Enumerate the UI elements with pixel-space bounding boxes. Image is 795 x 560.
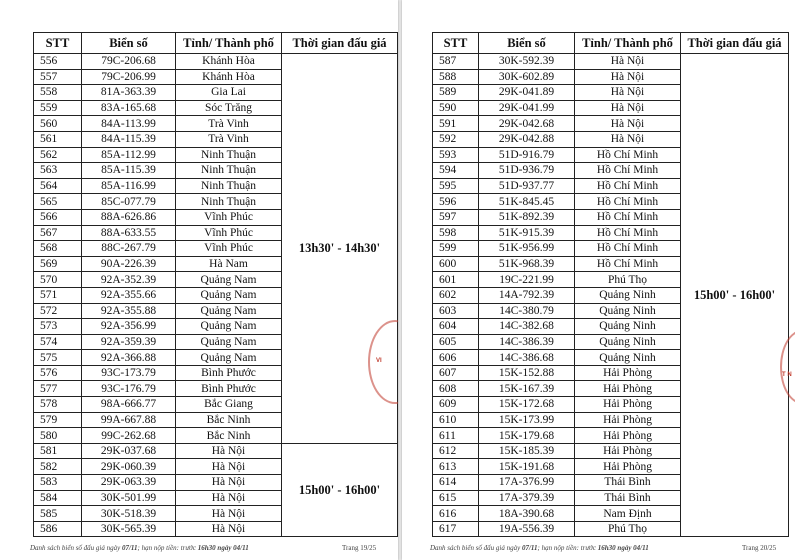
- cell-plate: 15K-179.68: [479, 428, 575, 444]
- cell-plate: 29K-042.68: [479, 116, 575, 132]
- cell-province: Hải Phòng: [575, 412, 681, 428]
- cell-plate: 79C-206.68: [82, 54, 176, 70]
- page-number: Trang 19/25: [342, 544, 377, 552]
- plate-table-right: [432, 32, 789, 537]
- cell-stt: 595: [433, 178, 479, 194]
- cell-stt: 592: [433, 131, 479, 147]
- cell-province: Bắc Giang: [176, 397, 282, 413]
- cell-plate: 15K-191.68: [479, 459, 575, 475]
- cell-stt: 577: [34, 381, 82, 397]
- cell-province: Phú Thọ: [575, 521, 681, 537]
- cell-plate: 85A-112.99: [82, 147, 176, 163]
- cell-province: Bắc Ninh: [176, 412, 282, 428]
- table-header-row: [34, 33, 398, 54]
- cell-stt: 610: [433, 412, 479, 428]
- cell-plate: 29K-041.89: [479, 85, 575, 101]
- cell-stt: 583: [34, 475, 82, 491]
- cell-plate: 88A-633.55: [82, 225, 176, 241]
- cell-plate: 51K-892.39: [479, 209, 575, 225]
- cell-stt: 599: [433, 241, 479, 257]
- cell-stt: 609: [433, 397, 479, 413]
- cell-stt: 598: [433, 225, 479, 241]
- cell-plate: 30K-592.39: [479, 54, 575, 70]
- cell-stt: 564: [34, 178, 82, 194]
- footer-prefix: Danh sách biển số đấu giá ngày: [430, 544, 521, 552]
- cell-province: Hồ Chí Minh: [575, 241, 681, 257]
- cell-plate: 93C-173.79: [82, 365, 176, 381]
- cell-stt: 603: [433, 303, 479, 319]
- cell-province: Hồ Chí Minh: [575, 194, 681, 210]
- cell-province: Vĩnh Phúc: [176, 209, 282, 225]
- cell-stt: 576: [34, 365, 82, 381]
- table-row: [433, 54, 789, 70]
- footer-date: 07/11: [121, 544, 138, 552]
- cell-plate: 15K-173.99: [479, 412, 575, 428]
- header-time: Thời gian đấu giá: [282, 33, 398, 54]
- cell-plate: 18A-390.68: [479, 506, 575, 522]
- cell-stt: 584: [34, 490, 82, 506]
- cell-province: Quảng Nam: [176, 350, 282, 366]
- cell-stt: 601: [433, 272, 479, 288]
- cell-province: Hà Nội: [575, 85, 681, 101]
- cell-plate: 92A-355.88: [82, 303, 176, 319]
- cell-province: Bắc Ninh: [176, 428, 282, 444]
- cell-plate: 84A-115.39: [82, 131, 176, 147]
- cell-plate: 88A-626.86: [82, 209, 176, 225]
- cell-plate: 51D-936.79: [479, 163, 575, 179]
- cell-province: Hà Nội: [575, 69, 681, 85]
- cell-stt: 565: [34, 194, 82, 210]
- footer-mid: ; hạn nộp tiền: trước: [137, 544, 197, 552]
- cell-province: Trà Vinh: [176, 116, 282, 132]
- cell-plate: 29K-042.88: [479, 131, 575, 147]
- cell-province: Quảng Ninh: [575, 303, 681, 319]
- cell-stt: 582: [34, 459, 82, 475]
- header-province: Tỉnh/ Thành phố: [176, 33, 282, 54]
- cell-province: Hải Phòng: [575, 365, 681, 381]
- cell-stt: 605: [433, 334, 479, 350]
- cell-plate: 51D-937.77: [479, 178, 575, 194]
- cell-stt: 561: [34, 131, 82, 147]
- header-stt: STT: [34, 33, 82, 54]
- cell-province: Phú Thọ: [575, 272, 681, 288]
- cell-province: Hải Phòng: [575, 459, 681, 475]
- cell-province: Quảng Ninh: [575, 319, 681, 335]
- table-header-row: [433, 33, 789, 54]
- cell-province: Hồ Chí Minh: [575, 225, 681, 241]
- cell-stt: 604: [433, 319, 479, 335]
- cell-province: Vĩnh Phúc: [176, 225, 282, 241]
- cell-plate: 15K-172.68: [479, 397, 575, 413]
- cell-province: Ninh Thuận: [176, 163, 282, 179]
- cell-province: Nam Định: [575, 506, 681, 522]
- cell-province: Gia Lai: [176, 85, 282, 101]
- footer-deadline: 16h30 ngày 04/11: [597, 544, 649, 552]
- cell-province: Hà Nội: [176, 490, 282, 506]
- cell-province: Thái Bình: [575, 490, 681, 506]
- cell-province: Ninh Thuận: [176, 194, 282, 210]
- cell-plate: 92A-352.39: [82, 272, 176, 288]
- cell-stt: 558: [34, 85, 82, 101]
- cell-stt: 573: [34, 319, 82, 335]
- plate-table-left: [33, 32, 398, 537]
- cell-plate: 51K-956.99: [479, 241, 575, 257]
- cell-plate: 85A-116.99: [82, 178, 176, 194]
- cell-province: Bình Phước: [176, 365, 282, 381]
- cell-province: Hồ Chí Minh: [575, 163, 681, 179]
- cell-stt: 569: [34, 256, 82, 272]
- cell-stt: 556: [34, 54, 82, 70]
- cell-province: Hà Nội: [575, 116, 681, 132]
- cell-plate: 92A-359.39: [82, 334, 176, 350]
- page-number: Trang 20/25: [742, 544, 777, 552]
- cell-province: Hà Nội: [176, 506, 282, 522]
- cell-plate: 90A-226.39: [82, 256, 176, 272]
- cell-stt: 580: [34, 428, 82, 444]
- cell-plate: 51D-916.79: [479, 147, 575, 163]
- cell-stt: 568: [34, 241, 82, 257]
- cell-plate: 15K-152.88: [479, 365, 575, 381]
- cell-stt: 574: [34, 334, 82, 350]
- cell-stt: 570: [34, 272, 82, 288]
- cell-province: Hà Nội: [575, 131, 681, 147]
- cell-province: Quảng Nam: [176, 272, 282, 288]
- cell-plate: 81A-363.39: [82, 85, 176, 101]
- cell-stt: 560: [34, 116, 82, 132]
- cell-province: Hồ Chí Minh: [575, 147, 681, 163]
- seal-text: T N: [782, 372, 792, 378]
- cell-province: Vĩnh Phúc: [176, 241, 282, 257]
- cell-plate: 99C-262.68: [82, 428, 176, 444]
- cell-plate: 88C-267.79: [82, 241, 176, 257]
- cell-province: Hải Phòng: [575, 397, 681, 413]
- cell-stt: 589: [433, 85, 479, 101]
- cell-plate: 92A-356.99: [82, 319, 176, 335]
- footer-date: 07/11: [521, 544, 538, 552]
- table-row: [34, 443, 398, 459]
- cell-stt: 608: [433, 381, 479, 397]
- cell-plate: 17A-379.39: [479, 490, 575, 506]
- cell-province: Trà Vinh: [176, 131, 282, 147]
- cell-plate: 92A-355.66: [82, 287, 176, 303]
- cell-province: Thái Bình: [575, 475, 681, 491]
- cell-time-slot: 15h00' - 16h00': [282, 443, 398, 537]
- cell-stt: 587: [433, 54, 479, 70]
- footer-note: [430, 544, 649, 552]
- cell-plate: 19A-556.39: [479, 521, 575, 537]
- cell-plate: 15K-167.39: [479, 381, 575, 397]
- cell-plate: 14C-386.39: [479, 334, 575, 350]
- cell-stt: 579: [34, 412, 82, 428]
- cell-plate: 29K-041.99: [479, 100, 575, 116]
- cell-stt: 602: [433, 287, 479, 303]
- cell-province: Hà Nội: [176, 475, 282, 491]
- cell-stt: 606: [433, 350, 479, 366]
- cell-stt: 567: [34, 225, 82, 241]
- cell-stt: 572: [34, 303, 82, 319]
- cell-time-slot: 15h00' - 16h00': [681, 54, 789, 537]
- cell-stt: 562: [34, 147, 82, 163]
- header-stt: STT: [433, 33, 479, 54]
- page-20: [402, 0, 795, 560]
- cell-stt: 616: [433, 506, 479, 522]
- cell-province: Khánh Hòa: [176, 54, 282, 70]
- footer-note: [30, 544, 249, 552]
- cell-province: Hà Nội: [176, 521, 282, 537]
- cell-province: Khánh Hòa: [176, 69, 282, 85]
- cell-stt: 590: [433, 100, 479, 116]
- cell-plate: 30K-518.39: [82, 506, 176, 522]
- cell-stt: 575: [34, 350, 82, 366]
- table-row: [34, 54, 398, 70]
- cell-stt: 612: [433, 443, 479, 459]
- cell-stt: 597: [433, 209, 479, 225]
- cell-plate: 19C-221.99: [479, 272, 575, 288]
- cell-stt: 559: [34, 100, 82, 116]
- cell-province: Hà Nam: [176, 256, 282, 272]
- cell-stt: 563: [34, 163, 82, 179]
- cell-plate: 51K-968.39: [479, 256, 575, 272]
- cell-province: Ninh Thuận: [176, 147, 282, 163]
- footer-mid: ; hạn nộp tiền: trước: [537, 544, 597, 552]
- cell-stt: 607: [433, 365, 479, 381]
- cell-stt: 614: [433, 475, 479, 491]
- cell-province: Hồ Chí Minh: [575, 209, 681, 225]
- cell-province: Sóc Trăng: [176, 100, 282, 116]
- cell-province: Hải Phòng: [575, 443, 681, 459]
- cell-stt: 615: [433, 490, 479, 506]
- cell-province: Hải Phòng: [575, 428, 681, 444]
- cell-plate: 51K-845.45: [479, 194, 575, 210]
- cell-plate: 84A-113.99: [82, 116, 176, 132]
- header-plate: Biển số: [479, 33, 575, 54]
- cell-plate: 29K-063.39: [82, 475, 176, 491]
- cell-plate: 29K-060.39: [82, 459, 176, 475]
- cell-stt: 578: [34, 397, 82, 413]
- seal-text: VI: [376, 358, 382, 364]
- cell-stt: 581: [34, 443, 82, 459]
- cell-province: Quảng Nam: [176, 319, 282, 335]
- cell-plate: 14C-380.79: [479, 303, 575, 319]
- cell-plate: 30K-565.39: [82, 521, 176, 537]
- cell-province: Hà Nội: [176, 443, 282, 459]
- cell-province: Ninh Thuận: [176, 178, 282, 194]
- cell-stt: 585: [34, 506, 82, 522]
- cell-stt: 571: [34, 287, 82, 303]
- cell-stt: 594: [433, 163, 479, 179]
- cell-province: Hải Phòng: [575, 381, 681, 397]
- cell-province: Hà Nội: [575, 100, 681, 116]
- cell-plate: 85A-115.39: [82, 163, 176, 179]
- cell-stt: 611: [433, 428, 479, 444]
- cell-province: Hồ Chí Minh: [575, 178, 681, 194]
- cell-stt: 613: [433, 459, 479, 475]
- cell-stt: 596: [433, 194, 479, 210]
- cell-stt: 593: [433, 147, 479, 163]
- cell-plate: 14A-792.39: [479, 287, 575, 303]
- cell-plate: 17A-376.99: [479, 475, 575, 491]
- cell-province: Hà Nội: [575, 54, 681, 70]
- cell-plate: 14C-386.68: [479, 350, 575, 366]
- cell-plate: 83A-165.68: [82, 100, 176, 116]
- cell-plate: 30K-501.99: [82, 490, 176, 506]
- footer-deadline: 16h30 ngày 04/11: [197, 544, 249, 552]
- cell-plate: 15K-185.39: [479, 443, 575, 459]
- cell-plate: 51K-915.39: [479, 225, 575, 241]
- cell-plate: 98A-666.77: [82, 397, 176, 413]
- cell-plate: 99A-667.88: [82, 412, 176, 428]
- cell-province: Quảng Ninh: [575, 287, 681, 303]
- cell-plate: 29K-037.68: [82, 443, 176, 459]
- cell-stt: 617: [433, 521, 479, 537]
- cell-province: Bình Phước: [176, 381, 282, 397]
- cell-stt: 600: [433, 256, 479, 272]
- cell-stt: 588: [433, 69, 479, 85]
- cell-plate: 85C-077.79: [82, 194, 176, 210]
- cell-plate: 92A-366.88: [82, 350, 176, 366]
- cell-plate: 79C-206.99: [82, 69, 176, 85]
- cell-time-slot: 13h30' - 14h30': [282, 54, 398, 444]
- cell-stt: 557: [34, 69, 82, 85]
- cell-province: Quảng Nam: [176, 287, 282, 303]
- cell-stt: 591: [433, 116, 479, 132]
- footer-prefix: Danh sách biển số đấu giá ngày: [30, 544, 121, 552]
- header-time: Thời gian đấu giá: [681, 33, 789, 54]
- cell-province: Hà Nội: [176, 459, 282, 475]
- header-plate: Biển số: [82, 33, 176, 54]
- cell-province: Hồ Chí Minh: [575, 256, 681, 272]
- cell-plate: 93C-176.79: [82, 381, 176, 397]
- cell-plate: 14C-382.68: [479, 319, 575, 335]
- cell-province: Quảng Nam: [176, 303, 282, 319]
- cell-province: Quảng Ninh: [575, 334, 681, 350]
- header-province: Tỉnh/ Thành phố: [575, 33, 681, 54]
- cell-province: Quảng Nam: [176, 334, 282, 350]
- cell-stt: 566: [34, 209, 82, 225]
- cell-plate: 30K-602.89: [479, 69, 575, 85]
- cell-province: Quảng Ninh: [575, 350, 681, 366]
- cell-stt: 586: [34, 521, 82, 537]
